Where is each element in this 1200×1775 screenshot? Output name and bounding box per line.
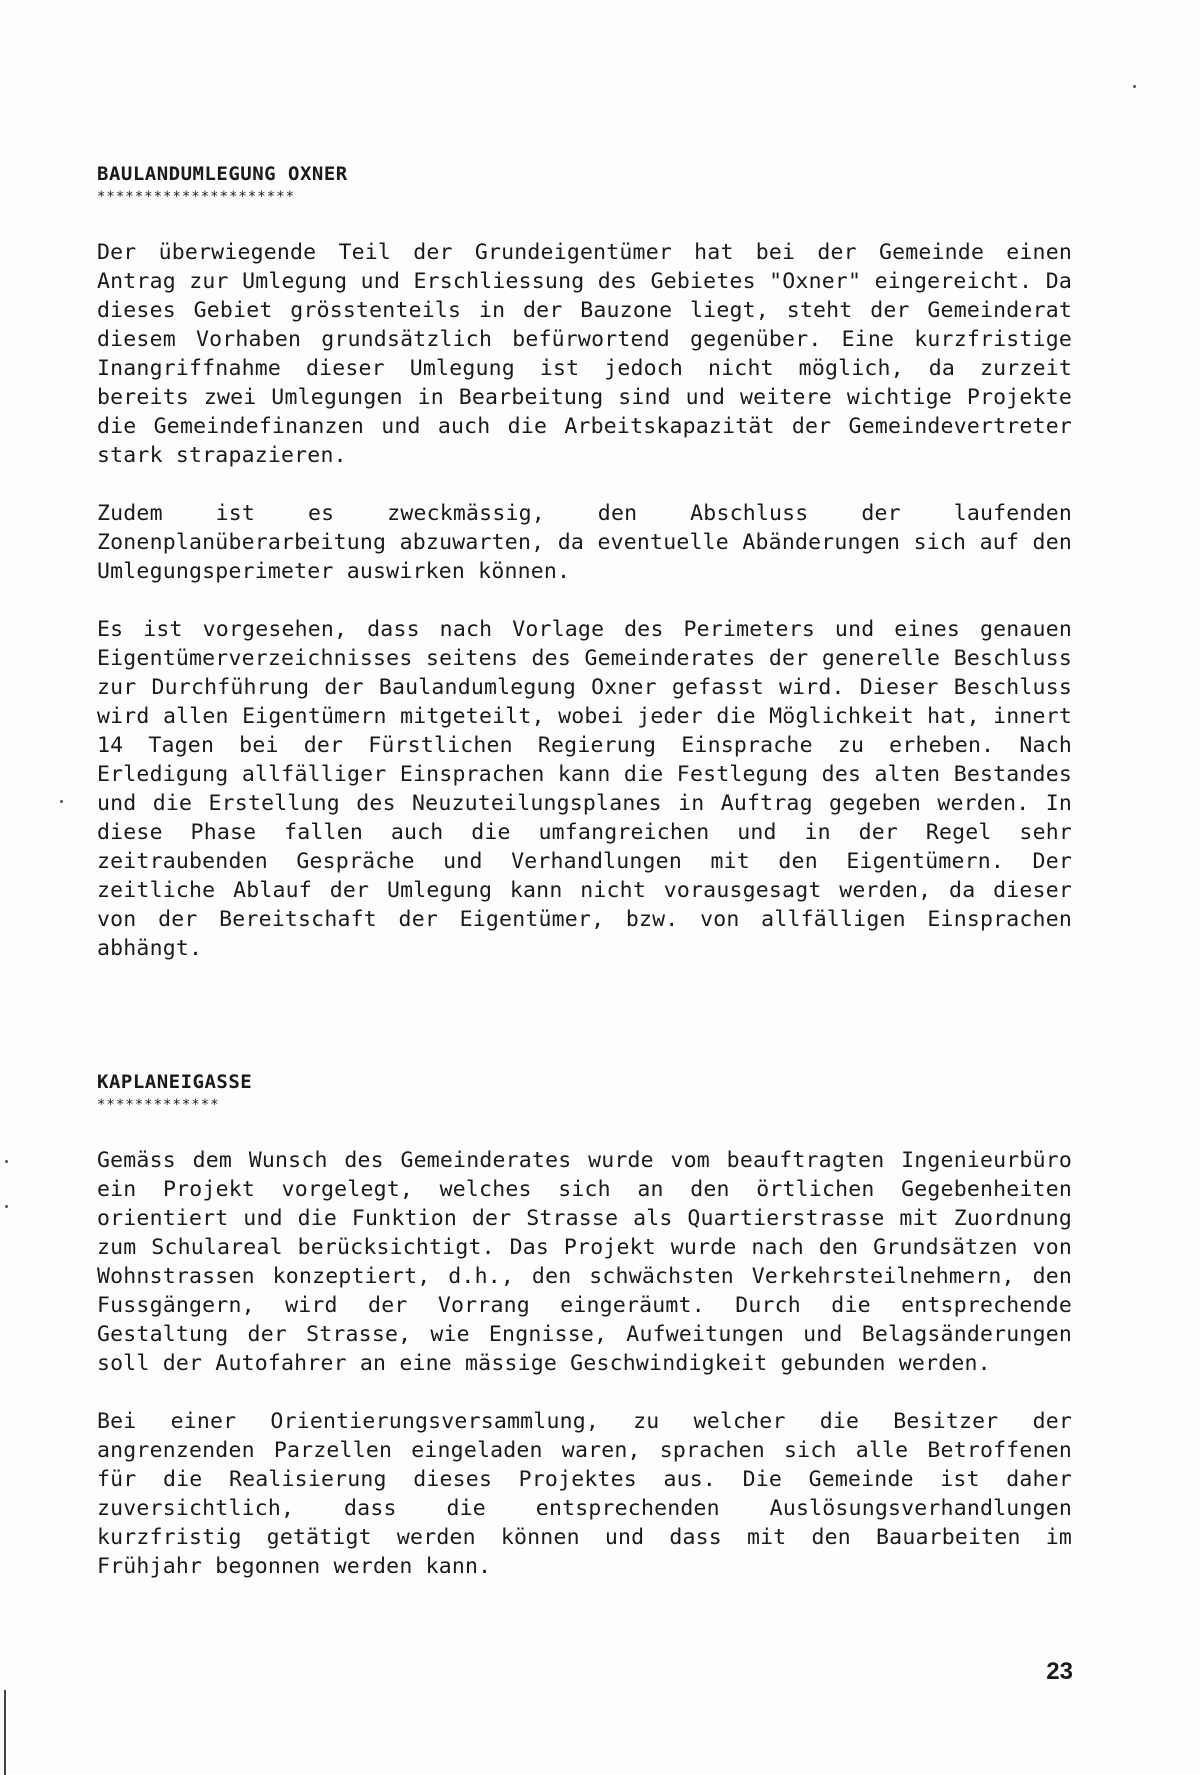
heading-underline: ********************* [97,189,296,205]
section-heading: KAPLANEIGASSE [97,1071,253,1093]
scan-speck [1133,85,1136,88]
scan-speck [5,1205,8,1208]
scan-speck [5,1160,8,1163]
page-number: 23 [1046,1658,1073,1685]
paragraph: Gemäss dem Wunsch des Gemeinderates wurde vom beauftragten Ingenieurbüro ein Projekt vorgelegt, welches sich an den örtlichen Gegebenheiten orientiert und die Funktion der Strasse als Quartierstrasse mit Zuordnung zum Schulareal berücksichtigt. Das Projekt wurde nach den Grundsätzen von Wohnstrassen konzeptiert, d.h., den schwächsten Verkehrsteilnehmern, den Fussgängern, wird der Vorrang eingeräumt. Durch die entsprechende Gestaltung der Strasse, wie Engnisse, Aufweitungen und Belagsänderungen soll der Autofahrer an eine mässige Geschwindigkeit gebunden werden. [97,1148,1072,1376]
paragraph: Zudem ist es zweckmässig, den Abschluss der laufenden Zonenplanüberarbeitung abzuwarten, da eventuelle Abänderungen sich auf den Umlegungsperimeter auswirken können. [97,501,1072,584]
section-heading: BAULANDUMLEGUNG OXNER [97,163,348,185]
scan-speck [60,800,63,803]
heading-underline: ************* [97,1097,220,1113]
paragraph: Bei einer Orientierungsversammlung, zu welcher die Besitzer der angrenzenden Parzellen eingeladen waren, sprachen sich alle Betroffenen für die Realisierung dieses Projektes aus. Die Gemeinde ist daher zuversichtlich, dass die entsprechenden Auslösungsverhandlungen kurzfristig getätigt werden können und dass mit den Bauarbeiten im Frühjahr begonnen werden kann. [97,1409,1072,1579]
section-kaplaneigasse [97,1068,1072,1610]
scan-edge-mark [4,1690,6,1775]
paragraph: Der überwiegende Teil der Grundeigentümer hat bei der Gemeinde einen Antrag zur Umlegung und Erschliessung des Gebietes "Oxner" eingereicht. Da dieses Gebiet grösstenteils in der Bauzone liegt, steht der Gemeinderat diesem Vorhaben grundsätzlich befürwortend gegenüber. Eine kurzfristige Inangriffnahme dieser Umlegung ist jedoch nicht möglich, da zurzeit bereits zwei Umlegungen in Bearbeitung sind und weitere wichtige Projekte die Gemeindefinanzen und auch die Arbeitskapazität der Gemeindevertreter stark strapazieren. [97,240,1072,468]
section-baulandumlegung-oxner [97,160,1072,992]
paragraph: Es ist vorgesehen, dass nach Vorlage des Perimeters und eines genauen Eigentümerverzeichnisses seitens des Gemeinderates der generelle Beschluss zur Durchführung der Baulandumlegung Oxner gefasst wird. Dieser Beschluss wird allen Eigentümern mitgeteilt, wobei jeder die Möglichkeit hat, innert 14 Tagen bei der Fürstlichen Regierung Einsprache zu erheben. Nach Erledigung allfälliger Einsprachen kann die Festlegung des alten Bestandes und die Erstellung des Neuzuteilungsplanes in Auftrag gegeben werden. In diese Phase fallen auch die umfangreichen und in der Regel sehr zeitraubenden Gespräche und Verhandlungen mit den Eigentümern. Der zeitliche Ablauf der Umlegung kann nicht vorausgesagt werden, da dieser von der Bereitschaft der Eigentümer, bzw. von allfälligen Einsprachen abhängt. [97,617,1072,961]
